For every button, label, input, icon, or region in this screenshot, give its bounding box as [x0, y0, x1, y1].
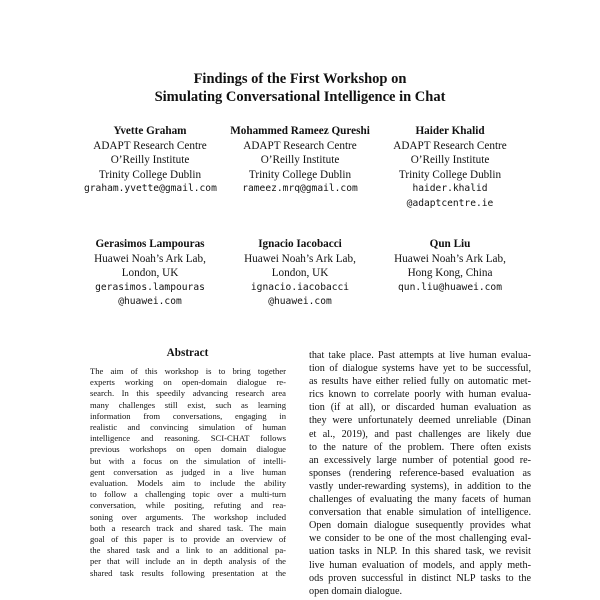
abstract-line: experts working on open-domain dialogue re-	[90, 377, 286, 388]
abstract-line: search. In this speedily advancing research area	[90, 388, 286, 399]
body-line: open domain dialogue.	[309, 585, 403, 597]
body-line: an excessively large number of potential good re-	[309, 454, 531, 466]
body-line: ods proven successful in distinct NLP tasks to the	[309, 572, 531, 584]
abstract-line: both a research track and shared task. The main	[90, 522, 286, 533]
title-line-2: Simulating Conversational Intelligence in Chat	[154, 89, 446, 105]
author-name: Yvette Graham	[113, 125, 187, 137]
author-email: haider.khalid	[412, 183, 488, 195]
author-affiliation: O’Reilly Institute	[260, 154, 340, 167]
author-block	[384, 237, 516, 295]
author-affiliation: Hong Kong, China	[407, 267, 493, 280]
body-line: sponses (rendering reference-based evaluation as	[309, 467, 531, 479]
author-affiliation: Huawei Noah’s Ark Lab,	[94, 252, 206, 265]
abstract-line: shared task results following presentation at the	[90, 567, 286, 578]
author-affiliation: Trinity College Dublin	[248, 168, 352, 181]
body-line: rics known to correlate poorly with human evalua-	[309, 389, 531, 401]
abstract-line: intelligence and reasoning. SCI-CHAT follows	[90, 433, 286, 444]
abstract-line: The aim of this workshop is to bring together	[90, 366, 286, 376]
abstract-line: many challenges still exist, such as learning	[90, 399, 286, 410]
author-name: Haider Khalid	[415, 125, 485, 137]
body-line: uation tasks in NLP. In this shared task, we revisit	[309, 546, 531, 558]
body-line: tion of dialogue systems have yet to be successful,	[309, 363, 531, 375]
author-name: Mohammed Rameez Qureshi	[230, 125, 370, 137]
abstract-line: goal of this paper is to provide an overview of	[90, 534, 286, 545]
author-email: ignacio.iacobacci	[250, 281, 350, 293]
author-email: gerasimos.lampouras	[95, 281, 205, 293]
author-affiliation: Huawei Noah’s Ark Lab,	[394, 252, 506, 265]
author-name: Ignacio Iacobacci	[258, 238, 342, 250]
body-line: tion (if at all), or discarded human evaluation as	[309, 402, 531, 414]
author-block	[84, 237, 216, 310]
body-line: vastly under-rewarding systems), in addition to the	[309, 480, 531, 492]
body-line: Open domain dialogue susequently provides what	[309, 520, 531, 532]
author-name: Gerasimos Lampouras	[95, 238, 205, 250]
author-affiliation: O’Reilly Institute	[410, 154, 490, 167]
author-block	[220, 237, 380, 310]
author-email: qun.liu@huawei.com	[398, 281, 502, 293]
abstract-line: previous workshops on open domain dialogue	[90, 444, 286, 455]
author-name: Qun Liu	[429, 238, 471, 250]
body-line: as results have either relied fully on automatic met-	[309, 376, 531, 388]
author-block	[220, 124, 380, 197]
body-line: we consider to be one of the most challenging eval-	[309, 533, 531, 545]
abstract-line: information from conversations, engaging in	[90, 410, 286, 421]
author-affiliation: ADAPT Research Centre	[393, 139, 507, 152]
author-affiliation: ADAPT Research Centre	[243, 139, 357, 152]
abstract-line: the shared task and a link to an additional pa-	[90, 545, 286, 556]
abstract-line: but with a focus on the simulation of intelli-	[90, 455, 286, 466]
abstract-line: realistic and convincing simulation of human	[90, 422, 286, 433]
body-line: live human evaluation of models, and apply meth-	[309, 559, 531, 571]
body-line: conversation that enable simulation of intelligence.	[309, 507, 531, 519]
author-affiliation: Huawei Noah’s Ark Lab,	[244, 252, 356, 265]
author-affiliation: London, UK	[121, 267, 179, 280]
abstract-line: to follow a challenging topic over a multi-turn	[90, 489, 286, 500]
author-affiliation: O’Reilly Institute	[110, 154, 190, 167]
abstract-line: evaluation. Models aim to include the ability	[90, 478, 286, 489]
body-line: et al., 2019), and past challenges are likely due	[309, 428, 531, 440]
abstract-line: gent conversation as judged in a live human	[90, 466, 286, 477]
author-email: graham.yvette@gmail.com	[84, 183, 217, 195]
paper-title	[0, 70, 600, 106]
author-block	[84, 124, 216, 197]
abstract-body	[90, 366, 286, 579]
author-affiliation: Trinity College Dublin	[398, 168, 502, 181]
author-block	[384, 124, 516, 212]
author-affiliation: Trinity College Dublin	[98, 168, 202, 181]
author-email: @adaptcentre.ie	[406, 197, 494, 209]
body-line: they were unfortunately deemed unreliable (Dinan	[309, 415, 531, 427]
title-line-1: Findings of the First Workshop on	[193, 71, 407, 87]
author-affiliation: London, UK	[271, 267, 329, 280]
abstract-line: conversation, while positing, refuting and rea-	[90, 500, 286, 511]
abstract-heading: Abstract	[166, 347, 209, 359]
author-email: @huawei.com	[268, 296, 332, 308]
abstract-line: soning over arguments. The workshop included	[90, 511, 286, 522]
author-affiliation: ADAPT Research Centre	[93, 139, 207, 152]
author-email: rameez.mrq@gmail.com	[242, 183, 358, 195]
body-line: challenges of evaluating the many facets of human	[309, 494, 531, 506]
body-line: that take place. Past attempts at live human evalua-	[309, 350, 531, 361]
abstract-line: per that will include an in depth analysis of the	[90, 556, 286, 567]
author-email: @huawei.com	[118, 296, 182, 308]
intro-column	[309, 349, 531, 598]
body-line: to the nature of the problem. There often exists	[309, 441, 531, 453]
